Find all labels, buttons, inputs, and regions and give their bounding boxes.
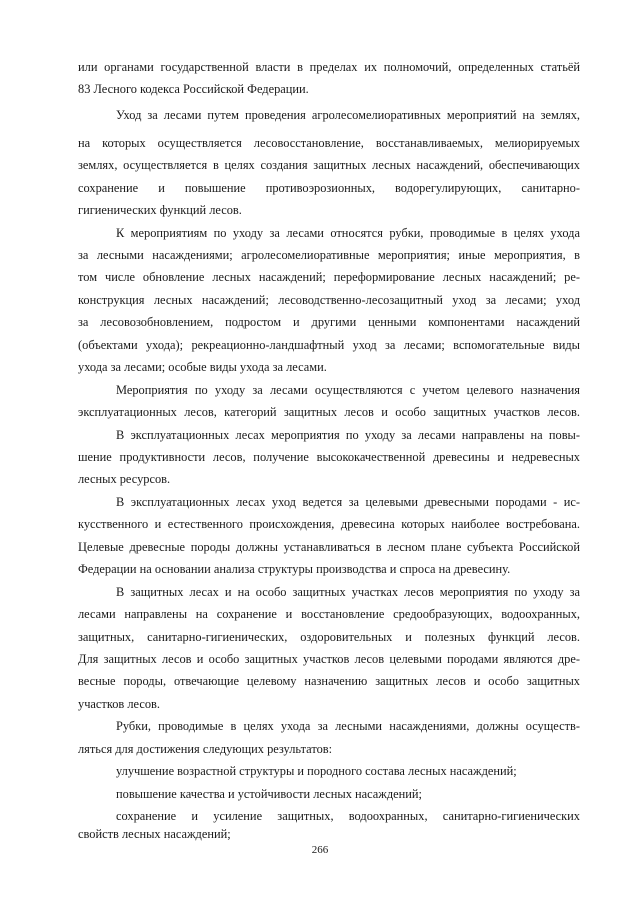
text-line: участков лесов. (78, 697, 161, 711)
page-number: 266 (311, 844, 329, 856)
text-line: или органами государственной власти в пределах их полномочий, определенных статьёй (78, 60, 580, 74)
text-line: (объектами ухода); рекреационно-ландшафтный уход за лесами; вспомогательные виды (78, 338, 580, 352)
text-line: сохранение и усиление защитных, водоохранных, санитарно-гигиенических (116, 809, 580, 823)
text-line: улучшение возрастной структуры и породного состава лесных насаждений; (116, 764, 517, 778)
text-line: шение продуктивности лесов, получение высококачественной древесины и недревесных (78, 450, 580, 464)
text-line: гигиенических функций лесов. (78, 203, 242, 217)
text-line: свойств лесных насаждений; (78, 827, 231, 841)
text-line: Для защитных лесов и особо защитных участков лесов целевыми породами являются дре- (78, 652, 580, 666)
text-line: том числе обновление лесных насаждений; переформирование лесных насаждений; ре- (78, 270, 580, 284)
text-line: кусственного и естественного происхождения, древесина которых наиболее востребована. (78, 517, 580, 531)
text-line: Мероприятия по уходу за лесами осуществляются с учетом целевого назначения (116, 383, 580, 397)
text-line: эксплуатационных лесов, категорий защитных лесов и особо защитных участков лесов. (78, 405, 580, 419)
text-line: Рубки, проводимые в целях ухода за лесными насаждениями, должны осуществ- (116, 719, 580, 733)
text-line: В эксплуатационных лесах мероприятия по уходу за лесами направлены на повы- (116, 428, 580, 442)
text-line: Целевые древесные породы должны устанавливаться в лесном плане субъекта Российской (78, 540, 580, 554)
text-line: весные породы, отвечающие целевому назначению защитных лесов и особо защитных (78, 674, 580, 688)
text-line: на которых осуществляется лесовосстановление, восстанавливаемых, мелиорируемых (78, 136, 580, 150)
text-line: Федерации на основании анализа структуры производства и спроса на древесину. (78, 562, 511, 576)
text-line: за лесовозобновлением, подростом и другими ценными компонентами насаждений (78, 315, 580, 329)
text-line: ляться для достижения следующих результатов: (78, 742, 333, 756)
text-line: В защитных лесах и на особо защитных участках лесов мероприятия по уходу за (116, 585, 580, 599)
text-line: ухода за лесами; особые виды ухода за лесами. (78, 360, 327, 374)
text-line: Уход за лесами путем проведения агролесомелиоративных мероприятий на землях, (116, 108, 580, 122)
text-line: сохранение и повышение противоэрозионных, водорегулирующих, санитарно- (78, 181, 580, 195)
text-line: землях, осуществляется в целях создания защитных лесных насаждений, обеспечивающих (78, 158, 580, 172)
text-line: защитных, санитарно-гигиенических, оздоровительных и полезных функций лесов. (78, 630, 580, 644)
text-line: за лесными насаждениями; агролесомелиоративные мероприятия; иные мероприятия, в (78, 248, 580, 262)
text-line: конструкция лесных насаждений; лесоводственно-лесозащитный уход за лесами; уход (78, 293, 580, 307)
text-line: повышение качества и устойчивости лесных насаждений; (116, 787, 422, 801)
text-line: 83 Лесного кодекса Российской Федерации. (78, 82, 309, 96)
text-line: К мероприятиям по уходу за лесами относятся рубки, проводимые в целях ухода (116, 226, 580, 240)
text-line: В эксплуатационных лесах уход ведется за целевыми древесными породами - ис- (116, 495, 580, 509)
text-line: лесами направлены на сохранение и восстановление средообразующих, водоохранных, (78, 607, 580, 621)
text-line: лесных ресурсов. (78, 472, 171, 486)
